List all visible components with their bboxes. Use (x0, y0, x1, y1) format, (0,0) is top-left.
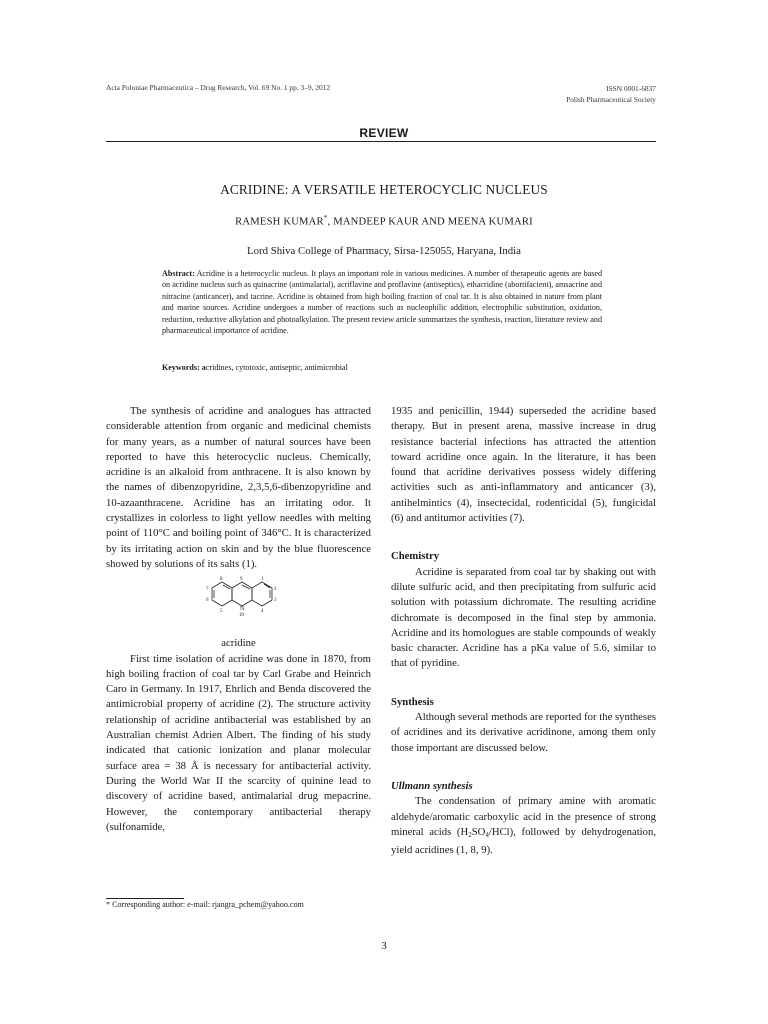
author-rest: , MANDEEP KAUR AND MEENA KUMARI (327, 216, 533, 228)
right-column (391, 404, 656, 858)
keywords-text: cridines, cytotoxic, antiseptic, antimicrobial (205, 363, 348, 372)
authors (0, 214, 768, 228)
atom-5: 5 (220, 609, 223, 615)
page-number: 3 (381, 940, 387, 952)
author-mark: * (323, 214, 328, 222)
society: Polish Pharmaceutical Society (566, 95, 656, 104)
journal-citation: Acta Poloniae Pharmaceutica – Drug Research, Vol. 69 No. 1 pp. 3–9, 2012 (106, 83, 331, 92)
synthesis-heading: Synthesis (391, 695, 434, 708)
atom-9: 9 (240, 577, 243, 583)
affiliation: Lord Shiva College of Pharmacy, Sirsa-125055, Haryana, India (247, 245, 521, 257)
atom-8: 8 (220, 577, 223, 583)
atom-n: N (240, 606, 245, 613)
issn: ISSN 0001-6837 (606, 84, 656, 93)
chemistry-paragraph: Acridine is separated from coal tar by shaking out with dilute sulfuric acid, and then precipitating from sulfuric acid solution with potassium dichromate. The resulting acridine dichromate is decomposed in the final step by ammonia. Acridine and its homologues are stable compounds of weakly basic character. Acridine has a pKa value of 5.6, similar to that of pyridine. (391, 565, 656, 670)
ullmann-heading: Ullmann synthesis (391, 779, 473, 792)
ullmann-paragraph (391, 794, 656, 858)
journal-issn-block (566, 83, 656, 105)
ullmann-text-a: The condensation of primary amine with aromatic aldehyde/aromatic carboxylic acid in the presence of strong mineral acids (H (391, 795, 656, 838)
ullmann-sub-2: 2 (468, 830, 472, 839)
author-first: RAMESH KUMAR (235, 216, 324, 228)
history-paragraph: First time isolation of acridine was done in 1870, from high boiling fraction of coal tar by Carl Grabe and Heinrich Caro in Germany. In 1917, Ehrlich and Benda discovered the antimicrobial property of acridine (2). The structure activity relationship of acridine antibacterial was established by an Australian chemist Adrien Albert. The finding of his study indicated that cationic ionization and planar molecular surface area = 38 Å is necessary for antibacterial activity. During the World War II the scarcity of quinine lead to discovery of acridine based, antimalarial drug mepacrine. However, the contemporary antibacterial therapy (sulfonamide, (106, 652, 371, 833)
atom-10: 10 (239, 613, 244, 619)
keywords (162, 363, 602, 372)
chemistry-heading: Chemistry (391, 550, 440, 563)
acridine-structure-diagram (198, 574, 278, 634)
intro-paragraph: The synthesis of acridine and analogues has attracted considerable attention from organic and medicinal chemists for many years, as a number of natural sources have been reported to have this heterocyclic nucleus. Chemically, acridine is an alkaloid from anthracene. It is also known by the names of dibenzopyridine, 2,3,5,6-dibenzopyridine and 10-azaanthracene. Acridine has an irritating odor. It crystallizes in colorless to light yellow needles with melting point of 110°C and boiling point of 346°C. It is characterized by its irritating action on skin and by the blue fluorescence showed by solutions of its salts (1). (106, 405, 371, 570)
left-column (106, 404, 371, 835)
header-rule (106, 141, 656, 142)
article-title: ACRIDINE: A VERSATILE HETEROCYCLIC NUCLEUS (220, 182, 548, 197)
atom-1: 1 (261, 577, 264, 583)
ullmann-so: SO (471, 825, 486, 838)
keywords-label: Keywords: a (162, 363, 206, 372)
acridine-structure-figure (106, 574, 371, 636)
atom-3: 3 (274, 598, 277, 604)
section-label: REVIEW (359, 126, 409, 140)
footnote: * Corresponding author: e-mail: rjangra_pchem@yahoo.com (106, 900, 304, 909)
atom-4: 4 (261, 609, 264, 615)
atom-2: 2 (274, 587, 277, 593)
activities-paragraph: 1935 and penicillin, 1944) superseded the acridine based therapy. But in present arena, massive increase in drug resistance bacterial infections has attracted the attention toward acridine once again. In the literature, it has been found that acridine derivatives possess widely differing activities such as anti-inflammatory and anticancer (3), antihelmintics (4), insectecidal, rodenticidal (5), fungicidal (6) and antitumor activities (7). (391, 405, 656, 525)
atom-6: 6 (206, 598, 209, 604)
ullmann-text-b: /HCl), followed by dehydrogenation, yield acridines (1, 8, 9). (391, 825, 656, 857)
footnote-rule (106, 898, 184, 899)
abstract-text: Acridine is a heterocyclic nucleus. It plays an important role in various medicines. A number of therapeutic agents are based on acridine nucleus such as quinacrine (antimalarial), acriflavine and proflavine (antiseptics), ethacridine (abortifacient), amsacrine and nitracine (anticancer), and tacrine. Acridine is obtained from high boiling fraction of coal tar. It is also obtained in nature from plant and marine sources. Acridine undergoes a number of reactions such as nucleophilic addition, electrophilic substitution, oxidation, reduction, reductive alkylation and photoalkylation. The present review article summarizes the synthesis, reaction, literature review and pharmaceutical importance of acridine. (162, 269, 602, 336)
figure-label: acridine (221, 637, 256, 650)
atom-7: 7 (206, 587, 209, 593)
abstract-label: Abstract: (162, 269, 195, 278)
abstract (162, 268, 602, 336)
ullmann-sub-4: 4 (485, 830, 489, 839)
synthesis-paragraph: Although several methods are reported for the syntheses of acridines and its derivative acridinone, among them only those important are discussed below. (391, 711, 656, 754)
